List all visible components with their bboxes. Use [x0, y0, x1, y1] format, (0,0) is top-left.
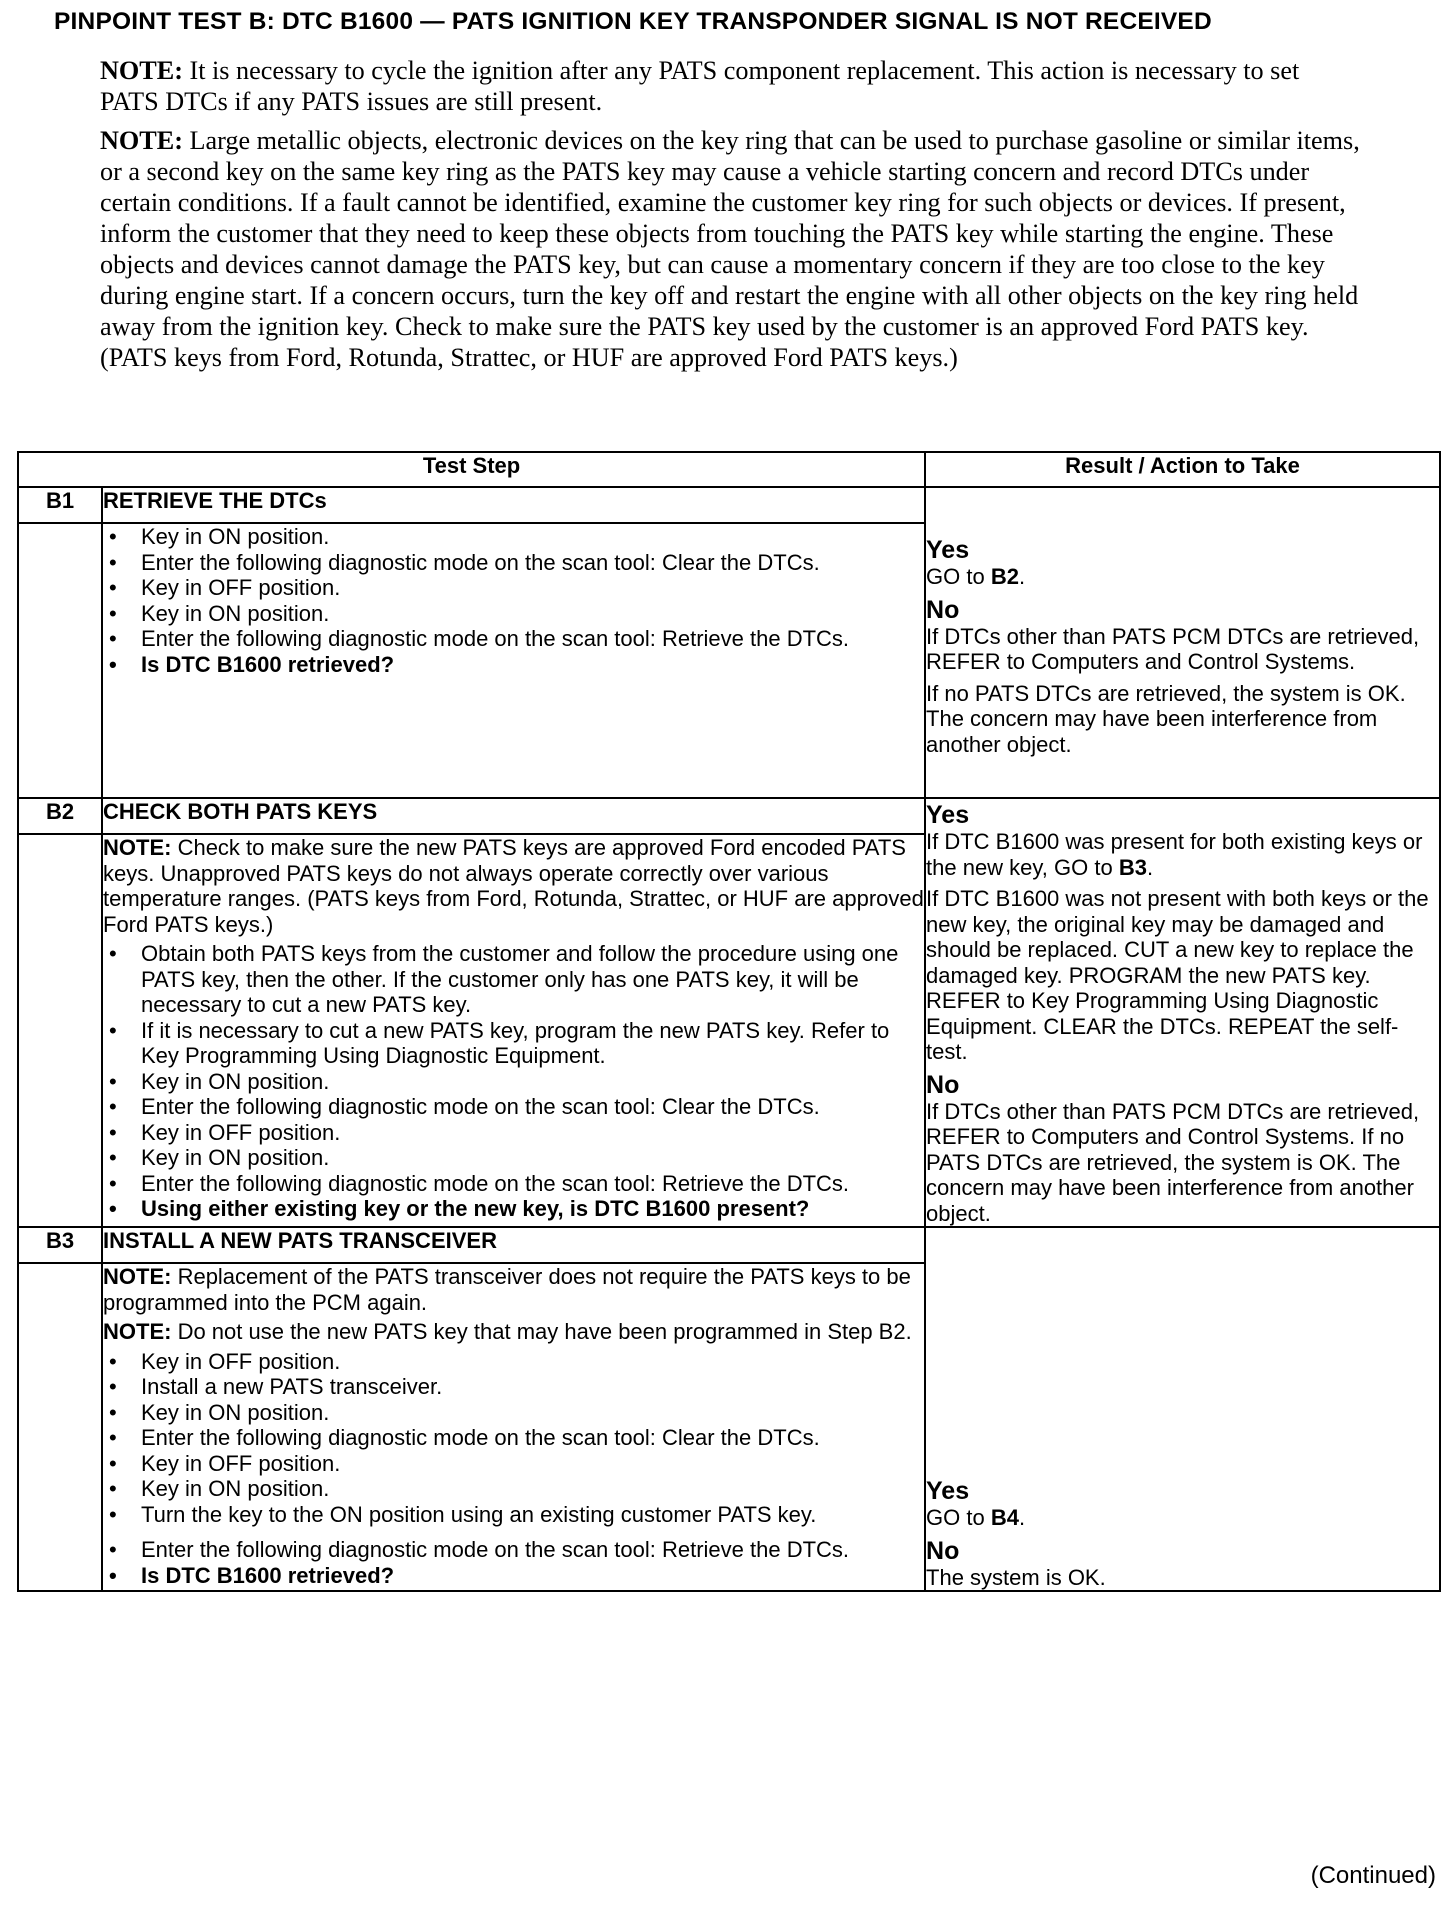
step-result: Yes If DTC B1600 was present for both existing keys or the new key, GO to B3. If DTC B1600 was not present with both keys or the new key, the original key may be damaged and should be replaced. CUT a new key to replace the damaged key. PROGRAM the new PATS key. REFER to Key Programming Using Diagnostic Equipment. CLEAR the DTCs. REPEAT the self-test. No If DTCs other than PATS PCM DTCs are retrieved, REFER to Computers and Control Systems. If no PATS DTCs are retrieved, the system is OK. The concern may have been interference from another object.	[925, 798, 1440, 1227]
step-question: • Is DTC B1600 retrieved?	[103, 652, 924, 678]
step-note: NOTE: Do not use the new PATS key that may have been programmed in Step B2.	[103, 1319, 912, 1344]
continued-label: (Continued)	[1310, 1862, 1436, 1889]
list-item: • Key in OFF position.	[103, 575, 924, 601]
list-item: • Obtain both PATS keys from the customer and follow the procedure using one PATS key, then the other. If the customer only has one PATS key, it will be necessary to cut a new PATS key.	[103, 941, 924, 1018]
list-item: • Install a new PATS transceiver.	[103, 1374, 924, 1400]
list-item: • Key in OFF position.	[103, 1120, 924, 1146]
list-item: • Enter the following diagnostic mode on the scan tool: Retrieve the DTCs.	[103, 626, 924, 652]
step-note: NOTE: Check to make sure the new PATS keys are approved Ford encoded PATS keys. Unapproved PATS keys do not always operate correctly over various temperature ranges. (PATS keys from Ford, Rotunda, Strattec, or HUF are approved Ford PATS keys.)	[103, 835, 924, 937]
step-instructions	[102, 523, 925, 798]
list-item: • Key in ON position.	[103, 1476, 924, 1502]
list-item: • Key in ON position.	[103, 1145, 924, 1171]
step-title: INSTALL A NEW PATS TRANSCEIVER	[102, 1227, 925, 1263]
step-title: CHECK BOTH PATS KEYS	[102, 798, 925, 834]
step-question: • Is DTC B1600 retrieved?	[103, 1563, 924, 1589]
list-item: • Enter the following diagnostic mode on the scan tool: Clear the DTCs.	[103, 550, 924, 576]
step-note: NOTE: Replacement of the PATS transceiver does not require the PATS keys to be programmed into the PCM again.	[103, 1264, 911, 1315]
list-item: • Enter the following diagnostic mode on the scan tool: Retrieve the DTCs.	[103, 1537, 924, 1563]
step-title-row	[18, 487, 1440, 523]
list-item: • Key in ON position.	[103, 1069, 924, 1095]
note-paragraph: NOTE: Large metallic objects, electronic devices on the key ring that can be used to purchase gasoline or similar items, or a second key on the same key ring as the PATS key may cause a vehicle starting concern and record DTCs under certain conditions. If a fault cannot be identified, examine the customer key ring for such objects or devices. If present, inform the customer that they need to keep these objects from touching the PATS key while starting the engine. These objects and devices cannot damage the PATS key, but can cause a momentary concern if they are too close to the key during engine start. If a concern occurs, turn the key off and restart the engine with all other objects on the key ring held away from the ignition key. Check to make sure the PATS key used by the customer is an approved Ford PATS key. (PATS keys from Ford, Rotunda, Strattec, or HUF are approved Ford PATS keys.)	[100, 126, 1360, 372]
note-paragraph: NOTE: It is necessary to cycle the ignition after any PATS component replacement. This action is necessary to set PATS DTCs if any PATS issues are still present.	[100, 56, 1300, 116]
step-result: Yes GO to B2. No If DTCs other than PATS PCM DTCs are retrieved, REFER to Computers and Control Systems. If no PATS DTCs are retrieved, the system is OK. The concern may have been interference from another object.	[925, 487, 1440, 798]
list-item: • Key in ON position.	[103, 524, 924, 550]
list-item: • Enter the following diagnostic mode on the scan tool: Clear the DTCs.	[103, 1425, 924, 1451]
list-item: • Turn the key to the ON position using an existing customer PATS key.	[103, 1502, 924, 1528]
step-id: B2	[18, 798, 102, 834]
list-item: • Key in ON position.	[103, 601, 924, 627]
header-test-step: Test Step	[18, 452, 925, 487]
list-item: • Enter the following diagnostic mode on the scan tool: Clear the DTCs.	[103, 1094, 924, 1120]
list-item: • Key in OFF position.	[103, 1451, 924, 1477]
step-question: • Using either existing key or the new key, is DTC B1600 present?	[103, 1196, 924, 1222]
list-item: • Key in ON position.	[103, 1400, 924, 1426]
table-header-row	[18, 452, 1440, 487]
step-id: B1	[18, 487, 102, 523]
header-result-action: Result / Action to Take	[925, 452, 1440, 487]
intro-notes	[100, 55, 1360, 381]
list-item: • If it is necessary to cut a new PATS key, program the new PATS key. Refer to Key Programming Using Diagnostic Equipment.	[103, 1018, 924, 1069]
step-title-row	[18, 798, 1440, 834]
list-item: • Enter the following diagnostic mode on the scan tool: Retrieve the DTCs.	[103, 1171, 924, 1197]
step-instructions	[102, 1263, 925, 1591]
step-result: Yes GO to B4. No The system is OK.	[925, 1227, 1440, 1591]
step-id: B3	[18, 1227, 102, 1263]
pinpoint-test-table	[17, 451, 1441, 1592]
page-title: PINPOINT TEST B: DTC B1600 — PATS IGNITION KEY TRANSPONDER SIGNAL IS NOT RECEIVED	[54, 8, 1212, 35]
step-instructions	[102, 834, 925, 1227]
step-title: RETRIEVE THE DTCs	[102, 487, 925, 523]
list-item: • Key in OFF position.	[103, 1349, 924, 1375]
step-title-row	[18, 1227, 1440, 1263]
